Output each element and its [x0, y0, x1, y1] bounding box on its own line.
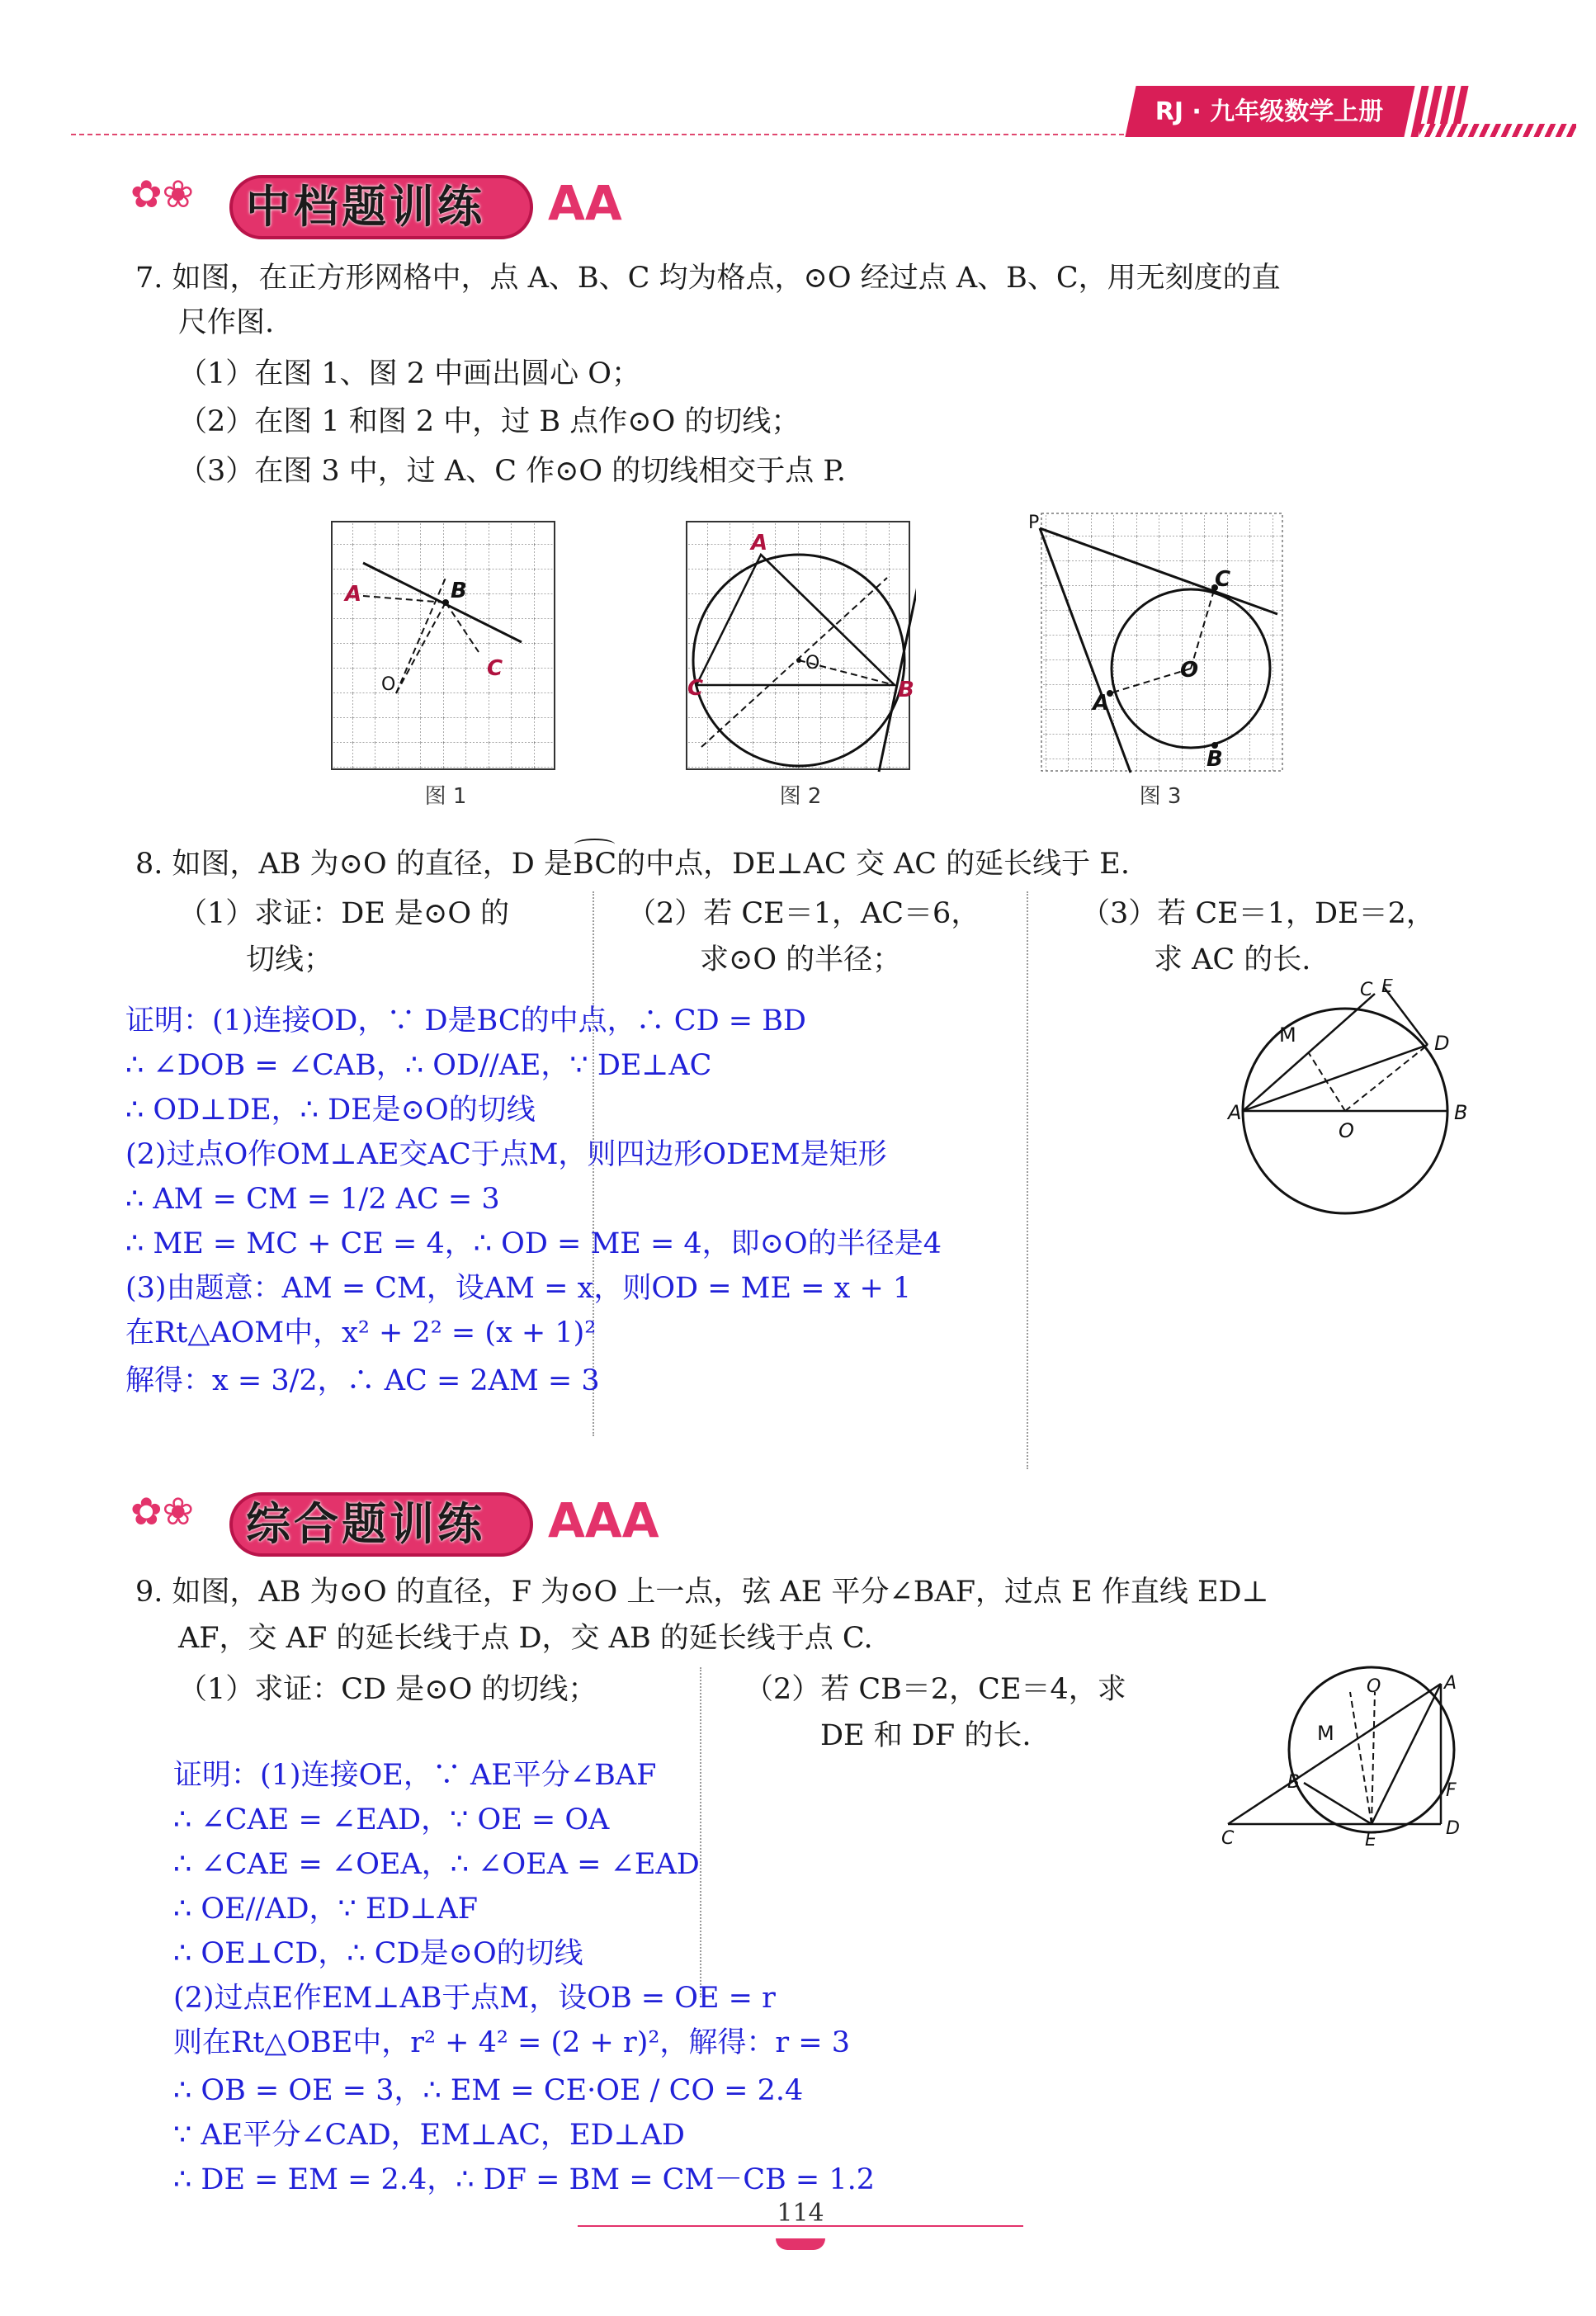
- point-label: O: [1180, 658, 1199, 683]
- point-label: C: [1221, 1828, 1235, 1849]
- point-label: F: [1446, 1780, 1457, 1801]
- figure-caption: 图 3: [1139, 784, 1182, 809]
- point-label: C: [687, 676, 704, 701]
- q9-text: 9. 如图，AB 为⊙O 的直径，F 为⊙O 上一点，弦 AE 平分∠BAF，过点 E 作直线 ED⊥: [135, 1576, 1269, 1609]
- point-label: D: [1434, 1032, 1450, 1055]
- footer-ornament: [776, 2238, 825, 2250]
- q8-solution-line: (3)由题意：AM = CM，设AM = x，则OD = ME = x + 1: [125, 1272, 912, 1305]
- section-title: 中档题训练: [246, 181, 485, 233]
- header-dashed-line: [71, 134, 1124, 135]
- flower-icon: ✿❀: [130, 1489, 195, 1534]
- point-label: C: [1215, 567, 1231, 592]
- q7-text: 7. 如图，在正方形网格中，点 A、B、C 均为格点，⊙O 经过点 A、B、C，用无刻度的直: [135, 262, 1281, 295]
- q8-solution-line: (2)过点O作OM⊥AE交AC于点M，则四边形ODEM是矩形: [125, 1138, 887, 1171]
- point-label: D: [1446, 1818, 1460, 1839]
- q8-sub1: 切线；: [246, 943, 333, 976]
- q8-solution-line: ∴ ∠DOB = ∠CAB，∴ OD//AE，∵ DE⊥AC: [125, 1049, 712, 1082]
- point-label: C: [1360, 980, 1373, 1000]
- point-label: C: [487, 656, 503, 681]
- page-number: 114: [777, 2199, 824, 2228]
- figure-caption: 图 2: [779, 784, 822, 809]
- point-label: P: [1028, 513, 1040, 533]
- point-label: O: [381, 674, 396, 695]
- point-label: O: [1339, 1119, 1354, 1142]
- difficulty-level: AA: [548, 175, 622, 231]
- q7-text: 尺作图.: [178, 306, 275, 339]
- q7-sub2: （2）在图 1 和图 2 中，过 B 点作⊙O 的切线；: [178, 405, 800, 438]
- flower-icon: ✿❀: [130, 172, 195, 216]
- q9-sub2: （2）若 CB＝2，CE＝4，求: [744, 1673, 1126, 1706]
- point-label: E: [1381, 979, 1393, 997]
- q7-sub3: （3）在图 3 中，过 A、C 作⊙O 的切线相交于点 P.: [178, 455, 846, 488]
- q8-sub3: 求 AC 的长.: [1154, 943, 1311, 976]
- point-label: O: [1367, 1676, 1381, 1697]
- q7-sub1: （1）在图 1、图 2 中画出圆心 O；: [178, 357, 641, 390]
- q9-solution-line: ∴ DE = EM = 2.4，∴ DF = BM = CM－CB = 1.2: [173, 2163, 876, 2196]
- q9-sub1: （1）求证：CD 是⊙O 的切线；: [178, 1673, 597, 1706]
- point-label: E: [1365, 1830, 1376, 1850]
- q9-solution-line: (2)过点E作EM⊥AB于点M，设OB = OE = r: [173, 1982, 776, 2015]
- point-label: M: [1317, 1722, 1334, 1745]
- point-label: M: [1279, 1023, 1296, 1047]
- point-label: A: [1228, 1101, 1242, 1124]
- figure-2: [685, 520, 916, 776]
- column-divider: [1027, 891, 1028, 1469]
- point-label: A: [1093, 691, 1110, 716]
- column-divider: [700, 1667, 701, 1997]
- point-label: B: [451, 579, 467, 603]
- point-label: B: [898, 678, 914, 702]
- q9-figure: [1213, 1659, 1485, 1865]
- q9-solution-line: ∴ OB = OE = 3，∴ EM = CE·OE / CO = 2.4: [173, 2074, 804, 2107]
- header-stripe-tail: [1419, 124, 1576, 137]
- q8-solution-line: 在Rt△AOM中，x² + 2² = (x + 1)²: [125, 1316, 597, 1349]
- q9-solution-line: ∴ OE//AD，∵ ED⊥AF: [173, 1893, 479, 1926]
- q9-solution-line: 证明：(1)连接OE，∵ AE平分∠BAF: [173, 1759, 657, 1792]
- header-title: RJ · 九年级数学上册: [1155, 97, 1384, 126]
- q8-sub2: （2）若 CE＝1，AC＝6，: [627, 897, 980, 930]
- q8-solution-line: 解得：x = 3/2，∴ AC = 2AM = 3: [125, 1364, 600, 1397]
- point-label: B: [1454, 1101, 1468, 1124]
- q8-sub2: 求⊙O 的半径；: [700, 943, 902, 976]
- figure-1: [330, 520, 561, 776]
- q9-solution-line: 则在Rt△OBE中，r² + 4² = (2 + r)²，解得：r = 3: [173, 2026, 851, 2059]
- q9-text: AF，交 AF 的延长线于点 D，交 AB 的延长线于点 C.: [178, 1622, 873, 1655]
- point-label: B: [1287, 1772, 1301, 1793]
- figure-3: [1023, 512, 1287, 776]
- q8-solution-line: ∴ OD⊥DE，∴ DE是⊙O的切线: [125, 1094, 536, 1127]
- q8-solution-line: 证明：(1)连接OD，∵ D是BC的中点，∴ CD = BD: [125, 1004, 806, 1037]
- q8-text: 8. 如图，AB 为⊙O 的直径，D 是BC的中点，DE⊥AC 交 AC 的延长线于 E.: [135, 844, 1130, 885]
- section-title: 综合题训练: [246, 1498, 485, 1550]
- q9-solution-line: ∴ ∠CAE = ∠EAD，∵ OE = OA: [173, 1803, 610, 1836]
- point-label: B: [1206, 747, 1223, 772]
- q9-solution-line: ∴ ∠CAE = ∠OEA，∴ ∠OEA = ∠EAD: [173, 1848, 700, 1881]
- q9-solution-line: ∵ AE平分∠CAD，EM⊥AC，ED⊥AD: [173, 2119, 685, 2152]
- point-label: A: [751, 531, 768, 555]
- q8-figure: [1221, 979, 1469, 1251]
- q8-solution-line: ∴ AM = CM = 1/2 AC = 3: [125, 1183, 500, 1216]
- q8-sub3: （3）若 CE＝1，DE＝2，: [1081, 897, 1435, 930]
- figure-caption: 图 1: [424, 784, 467, 809]
- difficulty-level: AAA: [548, 1492, 659, 1548]
- point-label: O: [805, 653, 820, 674]
- q9-solution-line: ∴ OE⊥CD，∴ CD是⊙O的切线: [173, 1937, 583, 1970]
- q8-solution-line: ∴ ME = MC + CE = 4，∴ OD = ME = 4，即⊙O的半径是4: [125, 1227, 942, 1260]
- point-label: A: [1444, 1673, 1457, 1694]
- arc-bc: BC: [573, 844, 616, 885]
- point-label: A: [345, 582, 362, 607]
- q8-sub1: （1）求证：DE 是⊙O 的: [178, 897, 510, 930]
- q9-sub2: DE 和 DF 的长.: [820, 1719, 1032, 1752]
